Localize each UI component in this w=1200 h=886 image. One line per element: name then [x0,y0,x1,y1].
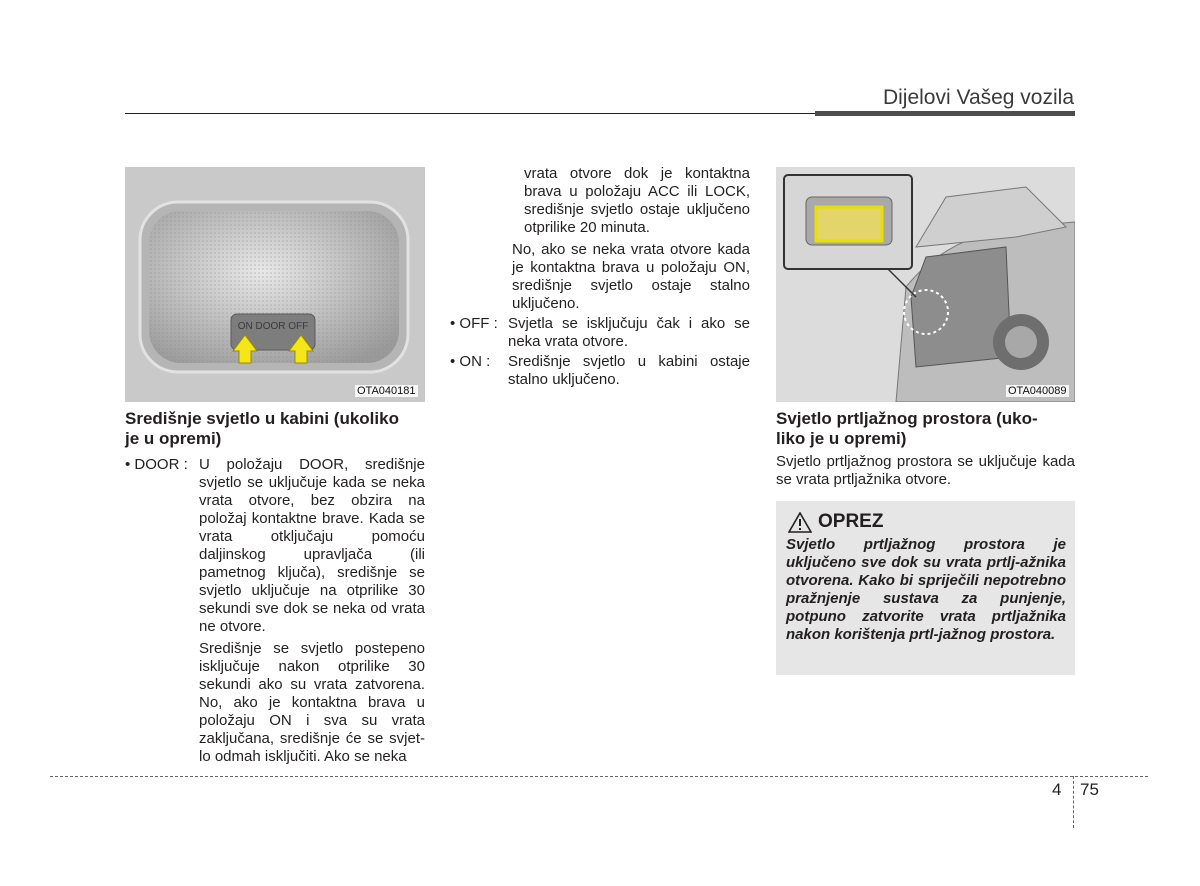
dome-light-heading [125,409,425,449]
left-column [125,409,425,768]
continuation-text: No, ako se neka vrata otvore kada je kontaktna brava u položaju ON, središnje svjetlo ostaje stalno uključeno. [512,241,750,312]
off-term: • OFF : [450,315,498,332]
door-text: U položaju DOOR, središnje svjetlo se uključuje kada se neka vrata otvore, bez obzira na položaj kontaktne brave. Kada se vrata otključaju pomoću daljinskog upravljača (ili pametnog ključa), središnje se svjetlo uključuje na otprilike 30 sekundi sve dok se neka od vrata ne otvore. [199,456,425,635]
figure-code: OTA040181 [357,385,416,397]
door-text: Središnje se svjetlo postepeno isključuje nakon otprilike 30 sekundi ako su vrata zatvorena. No, ako je kontaktna brava u položaju ON i sva su vrata zaključana, središnje će se svjet-lo odmah isključiti. Ako se neka [199,640,425,765]
caution-box [776,501,1075,675]
page-number: 75 [1080,780,1099,799]
heading-line: Svjetlo prtljažnog prostora (uko- [776,409,1038,428]
off-text: Svjetla se isključuju čak i ako se neka vrata otvore. [508,315,750,350]
dome-light-figure [125,167,425,402]
door-item [125,456,425,766]
luggage-lamp-illustration [776,167,1075,402]
header-rule [125,113,815,114]
off-item [450,315,750,351]
luggage-lamp-heading [776,409,1075,449]
caution-text: Svjetlo prtljažnog prostora je uključeno sve dok su vrata prtlj-ažnika otvorena. Kako bi spriječili nepotrebno pražnjenje sustava za punjenje, potpuno zatvorite vrata prtljažnika nakon korištenja prtl-jažnog prostora. [786,536,1066,643]
figure-code: OTA040089 [1008,385,1067,397]
caution-header [788,511,883,533]
on-text: Središnje svjetlo u kabini ostaje stalno uključeno. [508,353,750,388]
switch-label: ON DOOR OFF [237,321,309,332]
footer-divider [1073,776,1074,828]
caution-title: OPREZ [818,511,884,532]
dome-light-illustration [125,167,425,402]
on-term: • ON : [450,353,491,370]
section-title: Dijelovi Vašeg vozila [882,86,1074,109]
continuation-text: vrata otvore dok je kontaktna brava u položaju ACC ili LOCK, središnje svjetlo ostaje uključeno otprilike 20 minuta. [524,165,750,236]
heading-line: liko je u opremi) [776,429,907,448]
heading-line: je u opremi) [125,429,222,448]
footer-rule [50,776,1148,777]
luggage-lamp-figure [776,167,1075,402]
warning-triangle-icon [788,512,812,533]
luggage-lamp-text: Svjetlo prtljažnog prostora se uključuje kada se vrata prtljažnika otvore. [776,453,1075,488]
chapter-number: 4 [1052,780,1062,799]
middle-column [450,165,750,391]
header-bar [815,111,1075,116]
door-term: • DOOR : [125,456,188,473]
heading-line: Središnje svjetlo u kabini (ukoliko [125,409,399,428]
on-item [450,353,750,389]
right-column [776,409,1075,491]
